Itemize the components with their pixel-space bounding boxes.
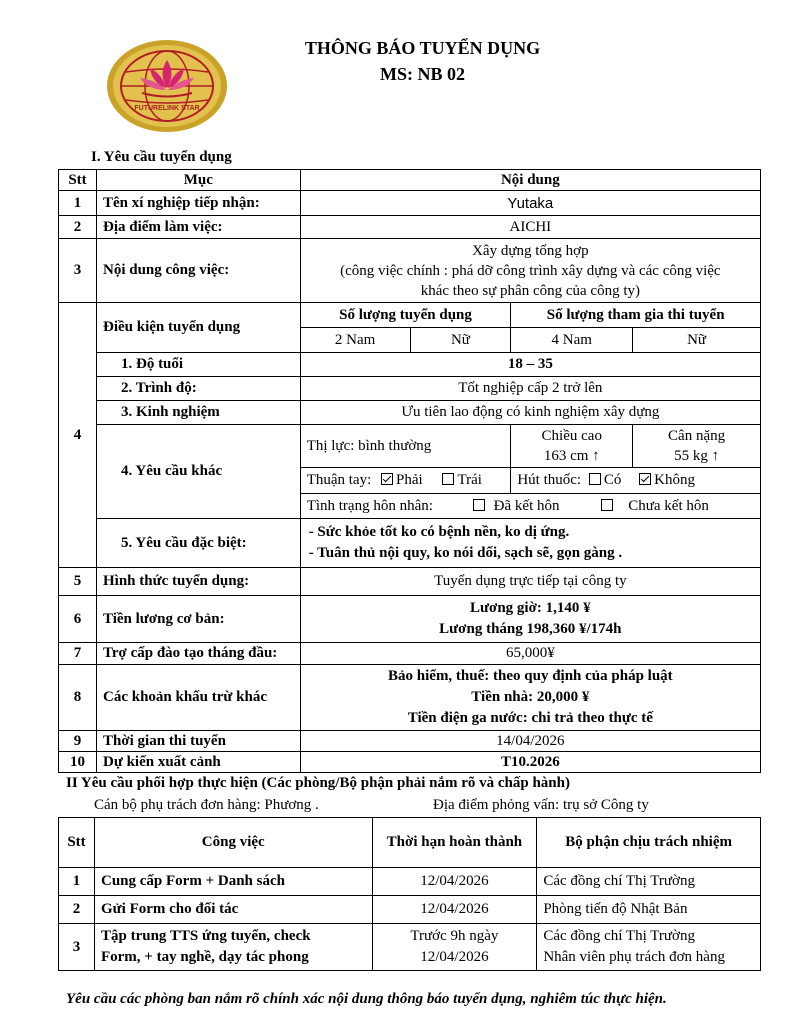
- monthly-wage: Lương tháng 198,360 ¥/174h: [439, 621, 622, 637]
- married-label: Đã kết hôn: [493, 497, 560, 514]
- smoking-cell: [511, 468, 761, 494]
- weight-value: 55 kg ↑: [674, 448, 720, 464]
- interview-location: Địa điểm phỏng vấn: trụ sở Công ty: [433, 797, 649, 813]
- age-value: 18 – 35: [300, 353, 760, 377]
- deduction-line: Tiền nhà: 20,000 ¥: [471, 689, 590, 705]
- recruit-female: Nữ: [410, 328, 511, 353]
- work-location: AICHI: [300, 216, 760, 239]
- checkbox-empty-icon[interactable]: [589, 473, 601, 485]
- section2-heading: II Yêu cầu phối hợp thực hiện (Các phòng/Bộ phận phải nắm rõ và chấp hành): [66, 775, 570, 791]
- special-line: - Tuân thủ nội quy, ko nói dối, sạch sẽ, gọn gàng .: [308, 545, 623, 561]
- marital-label: Tình trạng hôn nhân:: [306, 497, 433, 514]
- col-stt: Stt: [59, 818, 95, 868]
- task-cell: Cung cấp Form + Danh sách: [94, 868, 372, 896]
- row-label: Trợ cấp đào tạo tháng đầu:: [96, 643, 300, 665]
- task-line: Tập trung TTS ứng tuyển, check: [100, 928, 311, 944]
- exam-female: Nữ: [633, 328, 761, 353]
- exam-date: 14/04/2026: [300, 731, 760, 752]
- handedness-label: Thuận tay:: [306, 472, 372, 488]
- row-stt: 8: [59, 665, 97, 731]
- smoking-label: Hút thuốc:: [517, 472, 582, 488]
- section1-heading: I. Yêu cầu tuyển dụng: [91, 149, 232, 165]
- deadline-cell: 12/04/2026: [372, 868, 537, 896]
- row-stt: 5: [59, 568, 97, 596]
- job-line: (công việc chính : phá dỡ công trình xây dựng và các công việc: [340, 262, 721, 279]
- experience-value: Ưu tiên lao động có kinh nghiệm xây dựng: [300, 401, 760, 425]
- smoke-no-label: Không: [654, 472, 695, 488]
- row-stt: 7: [59, 643, 97, 665]
- education-value: Tốt nghiệp cấp 2 trở lên: [300, 377, 760, 401]
- single-label: Chưa kết hôn: [628, 497, 709, 514]
- other-req-label: 4. Yêu cầu khác: [96, 425, 300, 519]
- row-label: Tên xí nghiệp tiếp nhận:: [96, 191, 300, 216]
- row-label: Các khoản khấu trừ khác: [96, 665, 300, 731]
- row-label: Nội dung công việc:: [96, 239, 300, 303]
- exam-count-head: Số lượng tham gia thi tuyển: [511, 303, 761, 328]
- deadline-line: 12/04/2026: [420, 949, 489, 965]
- recruit-male: 2 Nam: [300, 328, 410, 353]
- job-description: [300, 239, 760, 303]
- task-cell: Gửi Form cho đối tác: [94, 896, 372, 924]
- col-stt: Stt: [59, 170, 97, 191]
- department-cell: Các đồng chí Thị Trường: [537, 868, 761, 896]
- row-stt: 10: [59, 752, 97, 773]
- marital-cell: [300, 494, 760, 519]
- logo-text: FUTURELINK STAR: [134, 105, 200, 112]
- deadline-cell: 12/04/2026: [372, 896, 537, 924]
- row-stt: 3: [59, 239, 97, 303]
- job-line: Xây dựng tổng hợp: [472, 242, 589, 259]
- experience-label: 3. Kinh nghiệm: [96, 401, 300, 425]
- row-label: Điều kiện tuyển dụng: [96, 303, 300, 353]
- age-label: 1. Độ tuổi: [96, 353, 300, 377]
- special-req-label: 5. Yêu cầu đặc biệt:: [96, 519, 300, 568]
- height-cell: [511, 425, 633, 468]
- deadline-line: Trước 9h ngày: [410, 928, 499, 944]
- education-label: 2. Trình độ:: [96, 377, 300, 401]
- department-line: Nhân viên phụ trách đơn hàng: [543, 949, 725, 965]
- salary-cell: [300, 596, 760, 643]
- requirements-table: [58, 169, 761, 773]
- height-label: Chiều cao: [541, 428, 602, 444]
- special-line: - Sức khỏe tốt ko có bệnh nền, ko dị ứng.: [308, 524, 570, 540]
- department-line: Các đồng chí Thị Trường: [543, 928, 695, 944]
- row-stt: 2: [59, 896, 95, 924]
- weight-cell: [633, 425, 761, 468]
- row-label: Thời gian thi tuyển: [96, 731, 300, 752]
- checkbox-empty-icon[interactable]: [601, 499, 613, 511]
- document-title: THÔNG BÁO TUYỂN DỤNG: [304, 38, 541, 58]
- row-label: Dự kiến xuất cảnh: [96, 752, 300, 773]
- row-stt: 3: [59, 924, 95, 971]
- col-content: Nội dung: [300, 170, 760, 191]
- row-stt: 6: [59, 596, 97, 643]
- col-task: Công việc: [94, 818, 372, 868]
- task-line: Form, + tay nghề, dạy tác phong: [100, 949, 309, 965]
- deadline-cell: [372, 924, 537, 971]
- col-deadline: Thời hạn hoàn thành: [372, 818, 537, 868]
- table-row: [59, 924, 761, 971]
- table-row: [59, 896, 761, 924]
- row-stt: 1: [59, 868, 95, 896]
- exam-male: 4 Nam: [511, 328, 633, 353]
- recruit-count-head: Số lượng tuyển dụng: [300, 303, 511, 328]
- col-department: Bộ phận chịu trách nhiệm: [537, 818, 761, 868]
- checkbox-empty-icon[interactable]: [442, 473, 454, 485]
- company-logo: [104, 38, 230, 134]
- training-allowance: 65,000¥: [300, 643, 760, 665]
- checkbox-empty-icon[interactable]: [473, 499, 485, 511]
- document-code: MS: NB 02: [380, 64, 465, 84]
- coordination-table: [58, 817, 761, 971]
- row-stt: 9: [59, 731, 97, 752]
- job-line: khác theo sự phân công của công ty): [420, 282, 640, 299]
- deductions-cell: [300, 665, 760, 731]
- departure-date: T10.2026: [300, 752, 760, 773]
- row-stt: 2: [59, 216, 97, 239]
- row-label: Địa điểm làm việc:: [96, 216, 300, 239]
- col-item: Mục: [96, 170, 300, 191]
- order-manager: Cán bộ phụ trách đơn hàng: Phương .: [94, 797, 319, 813]
- vision-value: Thị lực: bình thường: [300, 425, 511, 468]
- weight-label: Cân nặng: [668, 428, 726, 444]
- footer-note: Yêu cầu các phòng ban nắm rõ chính xác nội dung thông báo tuyển dụng, nghiêm túc thực hiện.: [66, 991, 667, 1007]
- deduction-line: Tiền điện ga nước: chi trả theo thực tế: [407, 710, 653, 726]
- hand-left-label: Trái: [457, 472, 482, 488]
- deduction-line: Bảo hiểm, thuế: theo quy định của pháp luật: [388, 668, 673, 684]
- company-name: Yutaka: [300, 191, 760, 216]
- task-cell: [94, 924, 372, 971]
- row-label: Tiền lương cơ bản:: [96, 596, 300, 643]
- row-stt: 1: [59, 191, 97, 216]
- row-stt: 4: [59, 303, 97, 568]
- handedness-cell: [300, 468, 511, 494]
- hourly-wage: Lương giờ: 1,140 ¥: [470, 600, 591, 616]
- checkbox-checked-icon[interactable]: [639, 473, 651, 485]
- recruit-method: Tuyển dụng trực tiếp tại công ty: [300, 568, 760, 596]
- table-row: [59, 868, 761, 896]
- height-value: 163 cm ↑: [543, 448, 600, 464]
- row-label: Hình thức tuyển dụng:: [96, 568, 300, 596]
- special-req-value: [300, 519, 760, 568]
- checkbox-checked-icon[interactable]: [381, 473, 393, 485]
- department-cell: Phòng tiến độ Nhật Bản: [537, 896, 761, 924]
- department-cell: [537, 924, 761, 971]
- smoke-yes-label: Có: [603, 472, 622, 488]
- hand-right-label: Phải: [396, 472, 423, 488]
